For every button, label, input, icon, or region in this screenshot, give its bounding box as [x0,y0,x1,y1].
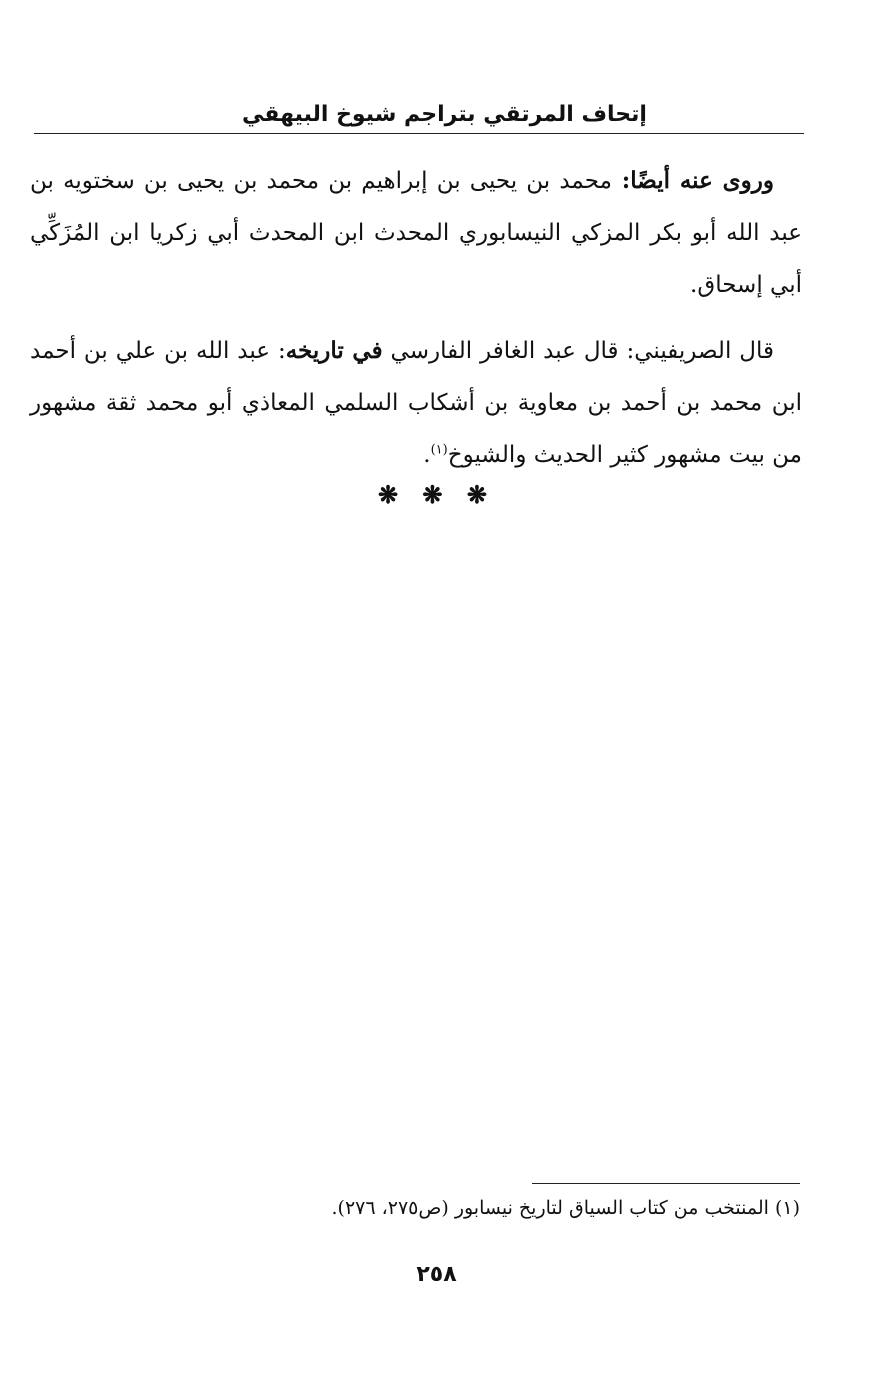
paragraph-1-lead-separator: : [611,167,631,194]
running-header [0,102,873,127]
page-number: ٢٥٨ [416,1262,457,1287]
section-separator: ❋ ❋ ❋ [377,480,496,509]
paragraph-2-prefix: قال الصريفيني: قال عبد الغافر الفارسي [382,338,774,364]
paragraph-2 [30,325,802,481]
main-text [30,155,802,495]
paragraph-1-lead: وروى عنه أيضًا [630,167,775,194]
paragraph-2-text: : عبد الله بن علي بن أحمد ابن محمد بن أحمد بن معاوية بن أشكاب السلمي المعاذي أبو محمد ثقة مشهور من بيت مشهور كثير الحديث والشيوخ [30,338,802,468]
paragraph-2-bold: في تاريخه [285,337,383,364]
footnote-rule [532,1183,800,1184]
paragraph-1 [30,155,802,311]
paragraph-2-end: . [423,442,431,468]
footnote-reference: (١) [430,442,448,458]
paragraph-1-text: محمد بن يحيى بن إبراهيم بن محمد بن يحيى بن سختويه بن عبد الله أبو بكر المزكي النيسابوري المحدث ابن المحدث أبي زكريا ابن المُزَكِّي أبي إسحاق. [30,168,802,298]
book-title: إتحاف المرتقي بتراجم شيوخ البيهقي [242,102,647,127]
header-rule [34,133,804,134]
footnote: (١) المنتخب من كتاب السياق لتاريخ نيسابور (ص٢٧٥، ٢٧٦). [331,1197,800,1219]
